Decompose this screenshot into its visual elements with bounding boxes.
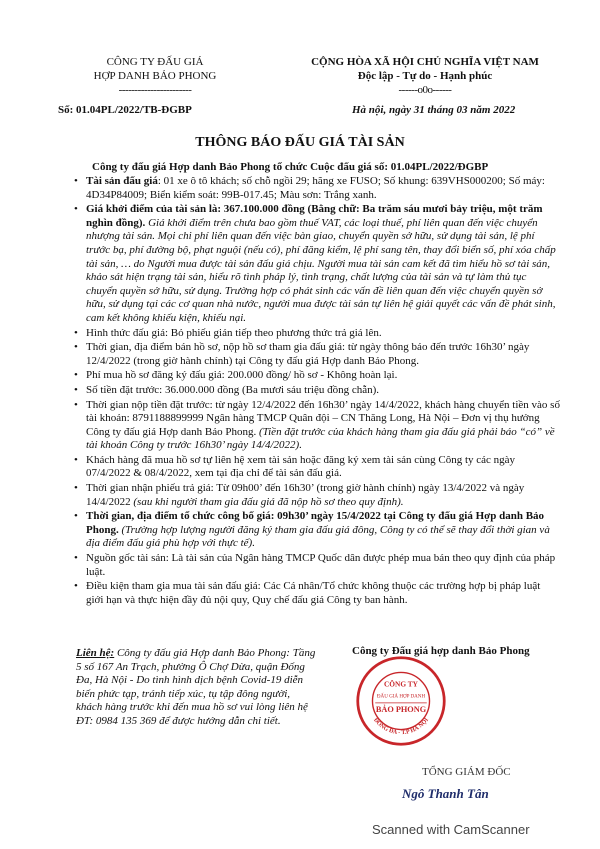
dossier-sale-time: Thời gian, địa điểm bán hồ sơ, nộp hồ sơ tham gia đấu giá: từ ngày thông báo đến trước 16h30’ ngày 12/4/2022 (trong giờ hành chính) tại Công ty đấu giá Hợp danh Bảo Phong.	[86, 341, 530, 367]
asset-label: Tài sản đấu giá	[86, 175, 158, 187]
price-announcement-note: (Trường hợp lượng người đăng ký tham gia đấu giá đông, Công ty có thể sẽ thay đổi thời gian và địa điểm đấu giá phù hợp với thực tế).	[86, 523, 550, 550]
signature-org: Công ty Đấu giá hợp danh Bảo Phong	[352, 645, 530, 657]
page-title: THÔNG BÁO ĐẤU GIÁ TÀI SẢN	[195, 135, 405, 150]
list-item	[74, 454, 560, 481]
bullet-icon: •	[74, 510, 78, 523]
signature-name: Ngô Thanh Tân	[402, 786, 489, 801]
asset-origin: Nguồn gốc tài sản: Là tài sản của Ngân hàng TMCP Quốc dân được phép mua bán theo quy định của pháp luật.	[86, 552, 556, 578]
contact-text: Công ty đấu giá Hợp danh Bảo Phong: Tầng 5 số 167 An Trạch, phường Ô Chợ Dừa, quận Đống Đa, Hà Nội - Do tình hình dịch bệnh Covid-19 diễn biến phức tạp, tránh tiếp xúc, tụ tập đông người, khách hàng trước khi đến mua hồ sơ vui lòng liên hệ ĐT: 0984 135 369 để được hướng dẫn chi tiết.	[76, 647, 316, 727]
document-date: Hà nội, ngày 31 tháng 03 năm 2022	[352, 104, 516, 116]
ballot-note: (sau khi người tham gia đấu giá đã nộp hồ sơ theo quy định).	[130, 495, 404, 508]
starting-price-note: Giá khởi điểm trên chưa bao gồm thuế VAT, các loại thuế, phí liên quan đến việc chuyển nhượng tài sản. Mọi chi phí liên quan đến việc bàn giao, chuyển quyền sở hữu, sử dụng tài sản, lệ phí trước bạ, phí đường bộ, phạt nguội (nếu có), phí đăng kiểm, lệ phí sang tên, thay đổi biển số, phí xóa chấp tài sản, … do Người mua được tài sản đấu giá chịu. Người mua tài sản cam kết đã tìm hiểu hồ sơ tài sản, khảo sát hiện trạng tài sản, hiểu rõ tình pháp lý, tình trạng, chất lượng của tài sản và tự làm thủ tục chuyển quyền sở hữu, sử dụng. Trường hợp có phát sinh các vấn đề liên quan đến việc chuyển quyền sở hữu, sử dụng tại các cơ quan nhà nước, người mua được tài sản tự liên hệ giải quyết các vấn đề phát sinh, cam kết không khiếu kiện, khiếu nại.	[86, 216, 556, 324]
auction-form: Hình thức đấu giá: Bỏ phiếu gián tiếp theo phương thức trả giá lên.	[86, 326, 382, 339]
nation-header	[275, 55, 575, 97]
company-seal	[355, 655, 447, 747]
asset-viewing: Khách hàng đã mua hồ sơ tự liên hệ xem tài sản hoặc đăng ký xem tài sản cùng Công ty các ngày 07/4/2022 & 08/4/2022, xem tại địa chỉ để tài sản đấu giá.	[86, 453, 516, 480]
deposit-time: Thời gian nộp tiền đặt trước: từ ngày 12/4/2022 đến 16h30’ ngày 14/4/2022, khách hàng chuyển tiền vào số tài khoản: 8791188899999 Ngân hàng TMCP Quân đội – CN Thăng Long, Hà Nội – Đơn vị thụ hưởng Công ty đấu giá Hợp danh Bảo Phong.	[86, 398, 560, 438]
bullet-icon: •	[74, 482, 78, 495]
bullet-icon: •	[74, 203, 78, 216]
bullet-icon: •	[74, 453, 78, 466]
org-line1: CÔNG TY ĐẤU GIÁ	[106, 56, 204, 68]
document-number: Số: 01.04PL/2022/TB-ĐGBP	[58, 104, 192, 116]
contact-label: Liên hệ:	[76, 647, 115, 659]
bullet-icon: •	[74, 383, 78, 396]
bullet-icon: •	[74, 341, 78, 354]
ballot-time: Thời gian nhận phiếu trả giá: Từ 09h00’ đến 16h30’ (trong giờ hành chính) ngày 13/4/2022 và ngày 14/4/2022	[86, 482, 525, 508]
nation-line2: Độc lập - Tự do - Hạnh phúc	[357, 70, 493, 82]
starting-price: Giá khởi điểm của tài sản là: 367.100.000 đồng (Bằng chữ: Ba trăm sáu mươi bảy triệu, một trăm nghìn đồng).	[86, 203, 543, 229]
list-item	[74, 580, 560, 607]
nation-line1: CỘNG HÒA XÃ HỘI CHỦ NGHĨA VIỆT NAM	[311, 56, 539, 68]
org-line2: HỢP DANH BẢO PHONG	[93, 70, 217, 82]
bullet-icon: •	[74, 398, 78, 411]
signer-title: TỔNG GIÁM ĐỐC	[422, 766, 511, 778]
bullet-icon: •	[74, 369, 78, 382]
contact-block	[76, 647, 316, 728]
svg-text:ĐẤU GIÁ HỢP DANH: ĐẤU GIÁ HỢP DANH	[376, 693, 426, 700]
list-item	[74, 510, 560, 551]
intro-line: Công ty đấu giá Hợp danh Bảo Phong tổ chức Cuộc đấu giá số: 01.04PL/2022/ĐGBP	[92, 161, 489, 173]
price-announcement: Thời gian, địa điểm tổ chức công bố giá: 09h30’ ngày 15/4/2022 tại Công ty đấu giá Hợp danh Bảo Phong.	[86, 510, 545, 536]
svg-text:BẢO PHONG: BẢO PHONG	[375, 705, 427, 715]
list-item	[74, 203, 560, 325]
bullet-icon: •	[74, 580, 78, 593]
participation-conditions: Điều kiện tham gia mua tài sản đấu giá: Các Cá nhân/Tổ chức không thuộc các trường hợp bị pháp luật giới hạn và thực hiện đầy đủ nội quy, Quy chế đấu giá Công ty ban hành.	[86, 580, 541, 606]
list-item	[74, 384, 560, 398]
scanner-watermark: Scanned with CamScanner	[372, 822, 530, 837]
nation-separator: ------o0o------	[398, 84, 452, 96]
list-item	[74, 399, 560, 453]
notice-items	[74, 175, 560, 608]
dossier-fee: Phí mua hồ sơ đăng ký đấu giá: 200.000 đồng/ hồ sơ - Không hoàn lại.	[86, 369, 398, 382]
bullet-icon: •	[74, 175, 78, 187]
deposit-time-note: (Tiền đặt trước của khách hàng tham gia đấu giá phải báo “có” về tài khoản Công ty trước 16h30’ ngày 14/4/2022).	[86, 425, 555, 452]
bullet-icon: •	[74, 552, 78, 565]
list-item	[74, 552, 560, 579]
deposit-amount: Số tiền đặt trước: 36.000.000 đồng (Ba mươi sáu triệu đồng chẵn).	[86, 383, 380, 396]
list-item	[74, 175, 560, 202]
org-header	[50, 55, 260, 97]
list-item	[74, 341, 560, 368]
list-item	[74, 369, 560, 383]
asset-text: : 01 xe ô tô khách; số chỗ ngồi 29; hãng xe FUSO; Số khung: 639VHS000200; Số máy: 4D34P84009; Biển kiểm soát: 99B-017.45; Màu sơn: Trắng xanh.	[86, 175, 545, 201]
list-item	[74, 482, 560, 509]
org-separator: -----------------------	[118, 84, 192, 96]
svg-text:CÔNG TY: CÔNG TY	[383, 679, 419, 689]
bullet-icon: •	[74, 326, 78, 339]
list-item	[74, 327, 560, 341]
svg-text:ĐỐNG ĐA - T.P HÀ NỘI: ĐỐNG ĐA - T.P HÀ NỘI	[372, 717, 430, 737]
